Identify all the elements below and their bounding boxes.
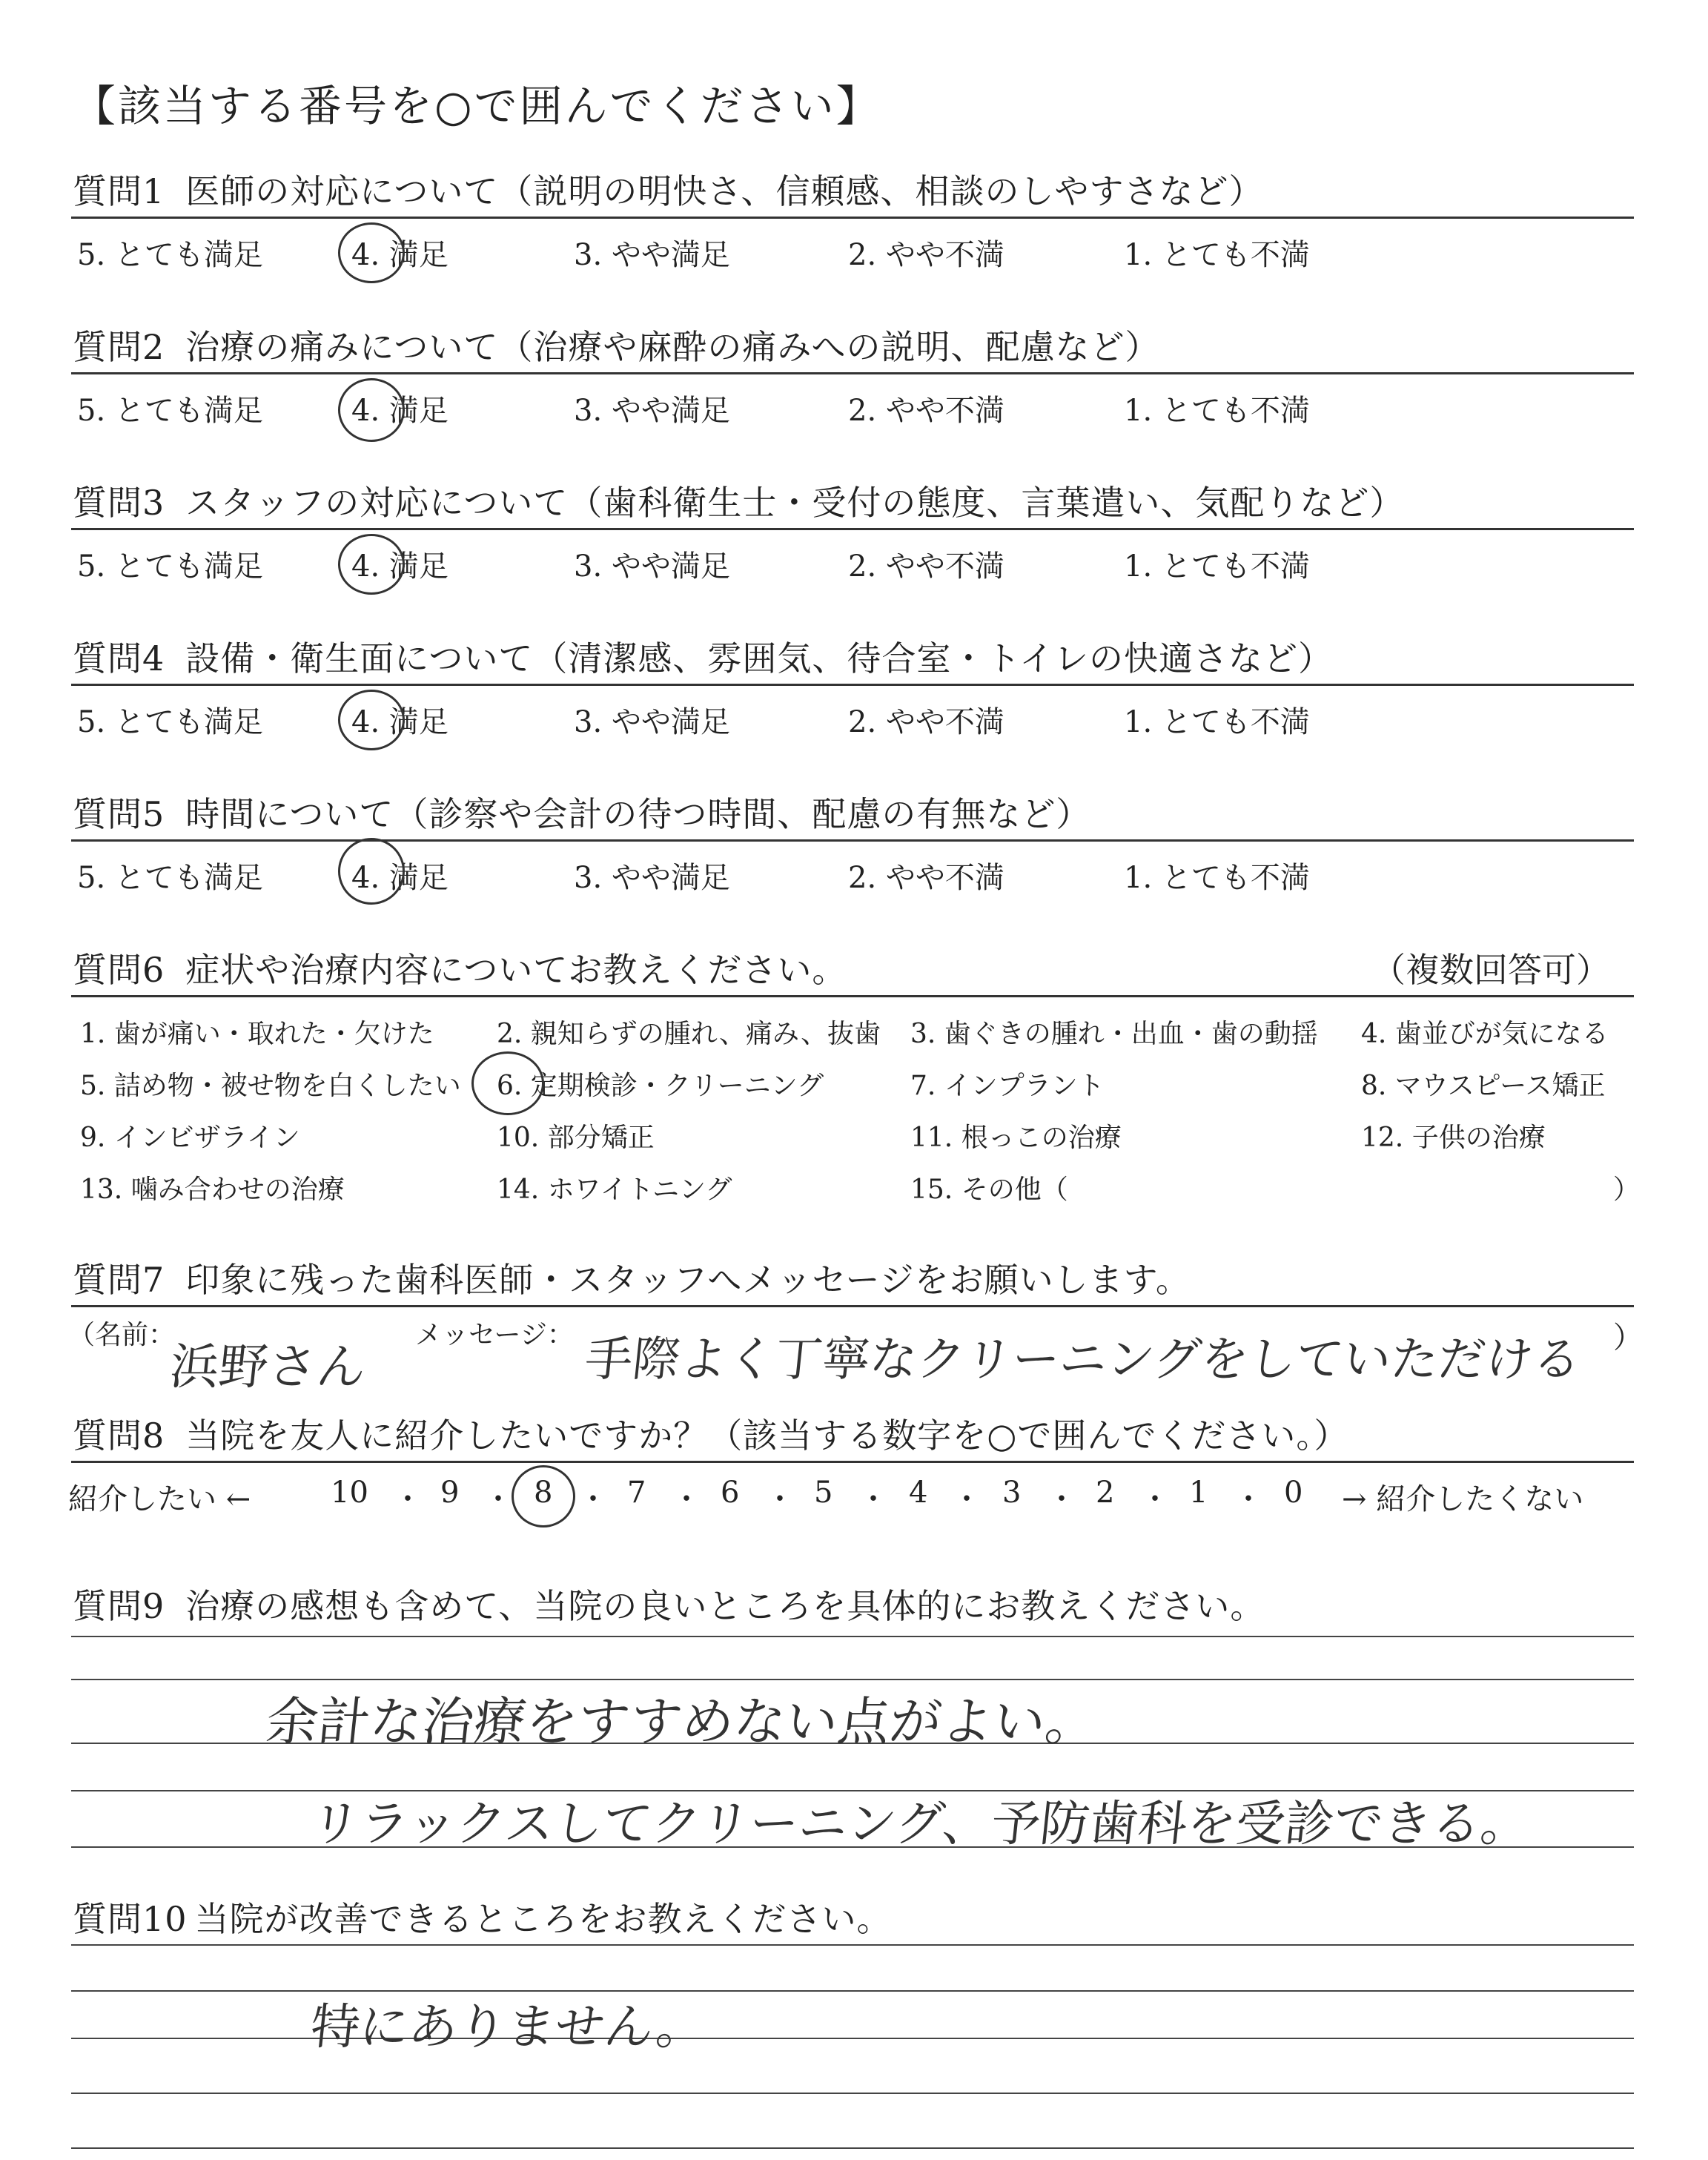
answer-line [71, 1636, 1634, 1637]
option-5[interactable]: 5. とても満足 [77, 861, 263, 895]
divider [71, 995, 1634, 997]
option-4[interactable]: 4. 満足 [351, 861, 448, 895]
answer-line [71, 1944, 1634, 1946]
scale-dot: ・ [1047, 1482, 1076, 1516]
question-number: 質問1 [73, 171, 165, 211]
option-3[interactable]: 3. やや満足 [574, 394, 730, 428]
scale-value[interactable]: 3 [1002, 1476, 1022, 1510]
answer-line [71, 2093, 1634, 2094]
scale-dot: ・ [578, 1482, 608, 1516]
answer-line [71, 2147, 1634, 2149]
question-number: 質問10 [73, 1899, 188, 1939]
question-text: 当院を友人に紹介したいですか？（該当する数字を○で囲んでください。） [185, 1416, 1349, 1456]
option-item[interactable]: 2. 親知らずの腫れ、痛み、抜歯 [497, 1019, 881, 1049]
message-close-paren: ） [1613, 1321, 1643, 1355]
option-2[interactable]: 2. やや不満 [848, 394, 1004, 428]
divider [71, 217, 1634, 219]
option-item[interactable]: 13. 噛み合わせの治療 [80, 1175, 345, 1205]
question-text: 医師の対応について（説明の明快さ、信頼感、相談のしやすさなど） [185, 171, 1264, 211]
answer-line [71, 1990, 1634, 1992]
option-4[interactable]: 4. 満足 [351, 238, 448, 272]
option-5[interactable]: 5. とても満足 [77, 238, 263, 272]
question-number: 質問3 [73, 483, 165, 523]
scale-dot: ・ [672, 1482, 701, 1516]
option-1[interactable]: 1. とても不満 [1124, 394, 1310, 428]
scale-value[interactable]: 8 [534, 1476, 553, 1510]
answer-line [71, 2038, 1634, 2039]
multiple-answers-note: （複数回答可） [1371, 950, 1610, 990]
option-item[interactable]: 14. ホワイトニング [497, 1175, 732, 1205]
question-number: 質問4 [73, 638, 165, 678]
scale-value[interactable]: 2 [1096, 1476, 1115, 1510]
scale-value[interactable]: 9 [440, 1476, 460, 1510]
question-number: 質問6 [73, 950, 165, 990]
option-item[interactable]: 12. 子供の治療 [1361, 1123, 1546, 1153]
question-number: 質問8 [73, 1416, 165, 1456]
option-item[interactable]: 15. その他（ [910, 1175, 1068, 1205]
option-item[interactable]: 11. 根っこの治療 [910, 1123, 1122, 1153]
question-text: 当院が改善できるところをお教えください。 [194, 1899, 892, 1939]
question-text: 治療の痛みについて（治療や麻酔の痛みへの説明、配慮など） [185, 327, 1160, 367]
option-5[interactable]: 5. とても満足 [77, 549, 263, 584]
divider [71, 528, 1634, 530]
selection-circle [471, 1051, 544, 1115]
option-1[interactable]: 1. とても不満 [1124, 549, 1310, 584]
scale-right-label: → 紹介したくない [1342, 1482, 1584, 1516]
page-title: 【該当する番号を○で囲んでください】 [73, 81, 881, 131]
question-text: スタッフの対応について（歯科衛生士・受付の態度、言葉遣い、気配りなど） [185, 483, 1405, 523]
scale-dot: ・ [483, 1482, 513, 1516]
option-4[interactable]: 4. 満足 [351, 394, 448, 428]
option-2[interactable]: 2. やや不満 [848, 238, 1004, 272]
selection-circle [512, 1465, 575, 1527]
question-number: 質問5 [73, 794, 165, 834]
option-item[interactable]: 4. 歯並びが気になる [1361, 1019, 1609, 1049]
scale-dot: ・ [858, 1482, 888, 1516]
option-3[interactable]: 3. やや満足 [574, 238, 730, 272]
option-5[interactable]: 5. とても満足 [77, 705, 263, 739]
option-3[interactable]: 3. やや満足 [574, 549, 730, 584]
divider [71, 1305, 1634, 1307]
scale-dot: ・ [765, 1482, 795, 1516]
scale-value[interactable]: 10 [331, 1476, 368, 1510]
option-5[interactable]: 5. とても満足 [77, 394, 263, 428]
answer-handwritten: 余計な治療をすすめない点がよい。 [263, 1691, 1101, 1752]
other-close-paren: ） [1613, 1175, 1641, 1205]
scale-value[interactable]: 6 [721, 1476, 740, 1510]
selection-circle [338, 838, 405, 905]
option-item[interactable]: 7. インプラント [910, 1071, 1105, 1101]
scale-dot: ・ [1234, 1482, 1263, 1516]
selection-circle [338, 690, 405, 750]
divider [71, 372, 1634, 374]
question-text: 治療の感想も含めて、当院の良いところを具体的にお教えください。 [185, 1586, 1265, 1626]
question-number: 質問2 [73, 327, 165, 367]
option-1[interactable]: 1. とても不満 [1124, 861, 1310, 895]
divider [71, 684, 1634, 686]
name-handwritten: 浜野さん [167, 1338, 369, 1396]
selection-circle [338, 534, 405, 595]
question-text: 時間について（診察や会計の待つ時間、配慮の有無など） [185, 794, 1091, 834]
message-handwritten: 手際よく丁寧なクリーニングをしていただける [582, 1332, 1583, 1387]
divider [71, 1461, 1634, 1463]
name-label: （名前： [68, 1320, 176, 1350]
option-item[interactable]: 8. マウスピース矯正 [1361, 1071, 1606, 1101]
question-number: 質問9 [73, 1586, 165, 1626]
question-text: 設備・衛生面について（清潔感、雰囲気、待合室・トイレの快適さなど） [185, 638, 1334, 678]
scale-dot: ・ [952, 1482, 982, 1516]
option-item[interactable]: 6. 定期検診・クリーニング [497, 1071, 824, 1101]
answer-handwritten: 特にありません。 [308, 1998, 709, 2055]
scale-value[interactable]: 0 [1284, 1476, 1303, 1510]
selection-circle [338, 222, 405, 283]
question-number: 質問7 [73, 1260, 165, 1300]
scale-value[interactable]: 1 [1189, 1476, 1208, 1510]
option-item[interactable]: 10. 部分矯正 [497, 1123, 655, 1153]
option-item[interactable]: 1. 歯が痛い・取れた・欠けた [80, 1019, 434, 1049]
scale-value[interactable]: 7 [627, 1476, 646, 1510]
option-1[interactable]: 1. とても不満 [1124, 705, 1310, 739]
scale-dot: ・ [393, 1482, 423, 1516]
option-item[interactable]: 9. インビザライン [80, 1123, 300, 1153]
option-4[interactable]: 4. 満足 [351, 705, 448, 739]
divider [71, 839, 1634, 842]
option-3[interactable]: 3. やや満足 [574, 705, 730, 739]
option-1[interactable]: 1. とても不満 [1124, 238, 1310, 272]
selection-circle [338, 378, 405, 442]
scale-dot: ・ [1140, 1482, 1170, 1516]
question-text: 印象に残った歯科医師・スタッフへメッセージをお願いします。 [185, 1260, 1191, 1300]
scale-value[interactable]: 4 [909, 1476, 928, 1510]
option-4[interactable]: 4. 満足 [351, 549, 448, 584]
option-2[interactable]: 2. やや不満 [848, 861, 1004, 895]
option-item[interactable]: 3. 歯ぐきの腫れ・出血・歯の動揺 [910, 1019, 1318, 1049]
option-3[interactable]: 3. やや満足 [574, 861, 730, 895]
message-label: メッセージ： [415, 1320, 574, 1350]
option-item[interactable]: 5. 詰め物・被せ物を白くしたい [80, 1071, 461, 1101]
option-2[interactable]: 2. やや不満 [848, 549, 1004, 584]
option-2[interactable]: 2. やや不満 [848, 705, 1004, 739]
answer-handwritten: リラックスしてクリーニング、予防歯科を受診できる。 [308, 1795, 1533, 1852]
question-text: 症状や治療内容についてお教えください。 [185, 950, 847, 990]
scale-value[interactable]: 5 [814, 1476, 833, 1510]
scale-left-label: 紹介したい ← [68, 1482, 251, 1516]
